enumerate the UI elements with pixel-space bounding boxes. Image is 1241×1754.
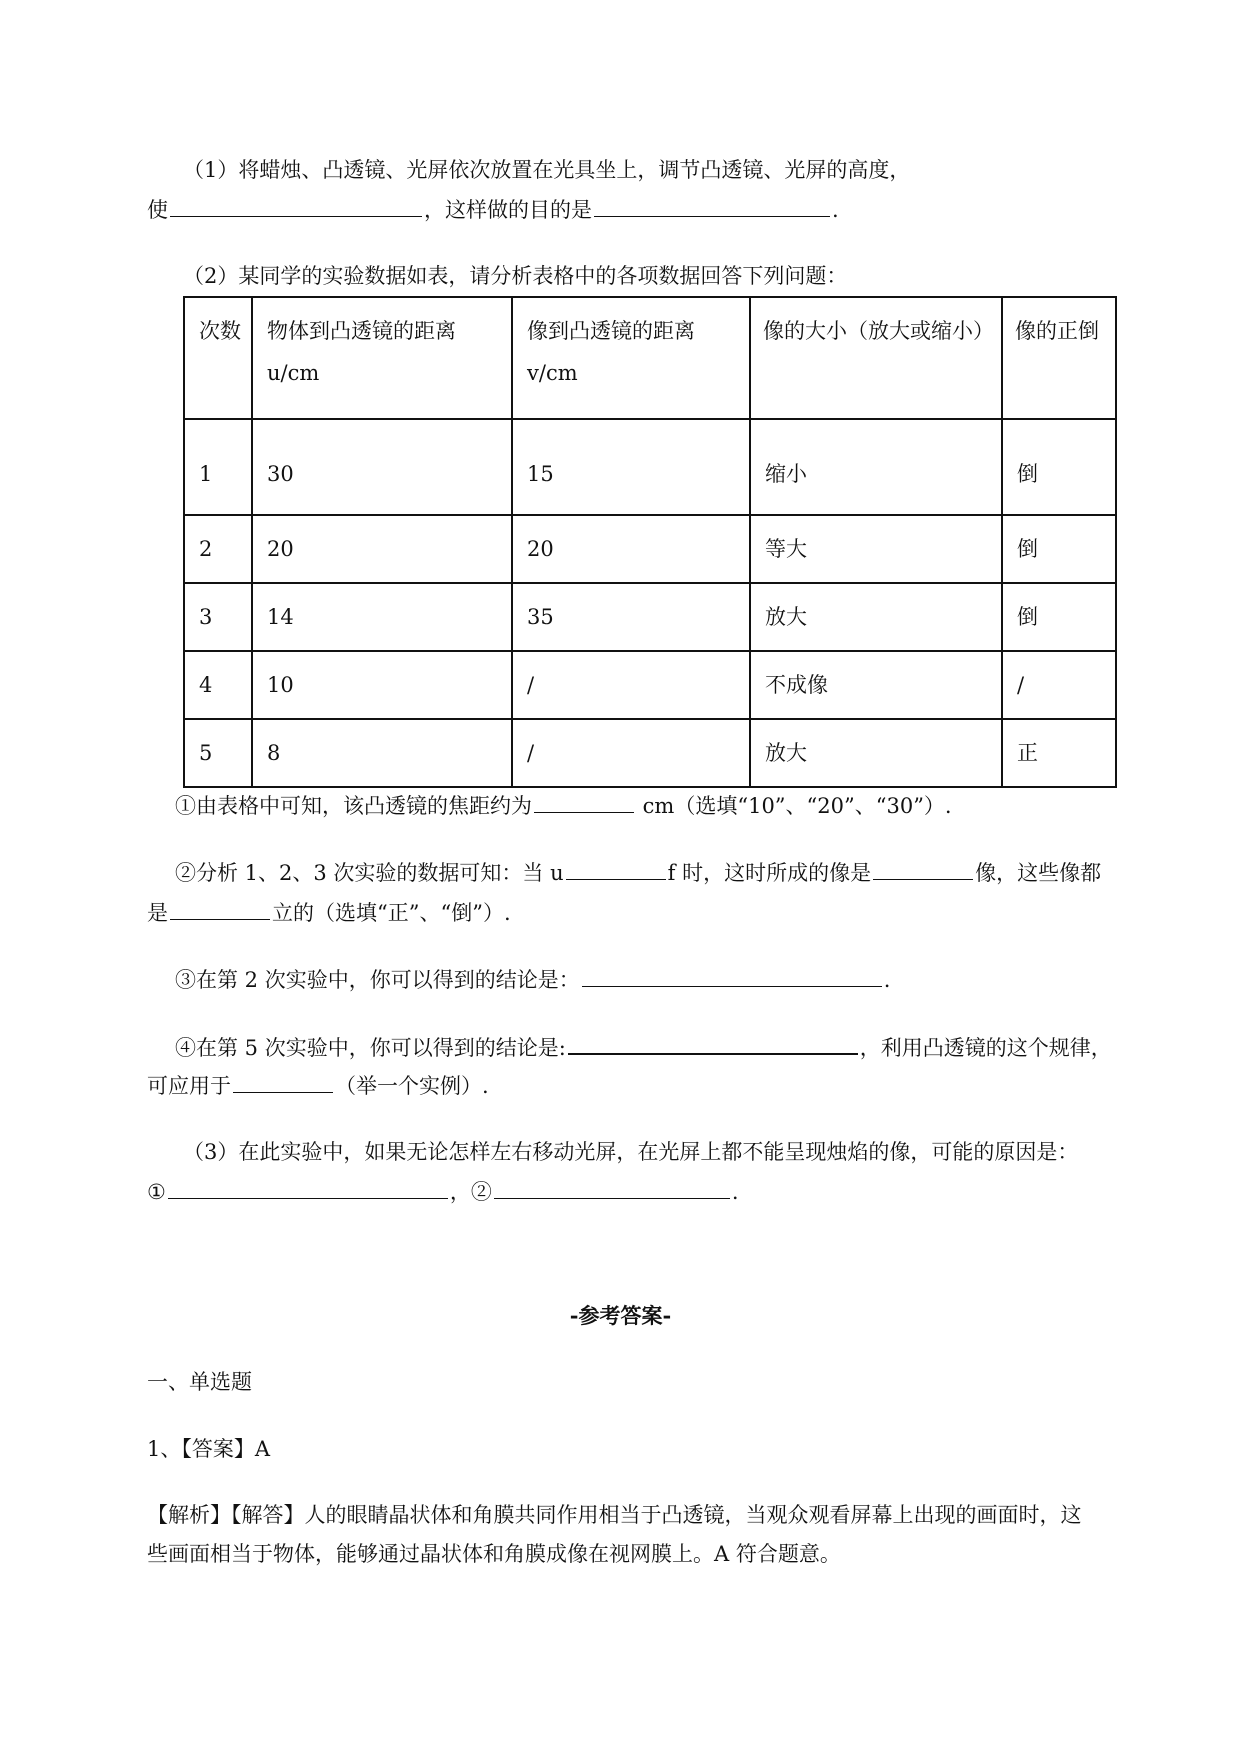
q3-blank-1[interactable] — [168, 1176, 448, 1199]
answer-explanation-line1: 【解析】【解答】人的眼睛晶状体和角膜共同作用相当于凸透镜，当观众观看屏幕上出现的画面时，这 — [147, 1503, 1082, 1527]
table-row: 5 8 / 放大 正 — [184, 719, 1116, 787]
q2-sub1: ①由表格中可知，该凸透镜的焦距约为 cm（选填“10”、“20”、“30”）. — [175, 790, 952, 821]
q2-sub4-blank-2[interactable] — [233, 1070, 333, 1093]
header-cell: 像的大小（放大或缩小） — [750, 297, 1002, 419]
answers-section-heading: 一、单选题 — [147, 1370, 252, 1394]
q3-line1: （3）在此实验中，如果无论怎样左右移动光屏，在光屏上都不能呈现烛焰的像，可能的原因是： — [183, 1140, 1079, 1164]
table-row: 1 30 15 缩小 倒 — [184, 419, 1116, 515]
q2-sub4-line2: 可应用于 （举一个实例）. — [147, 1070, 489, 1101]
table-row: 4 10 / 不成像 / — [184, 651, 1116, 719]
q2-sub4-line1: ④在第 5 次实验中，你可以得到的结论是: ，利用凸透镜的这个规律， — [175, 1031, 1112, 1063]
q2-sub1-blank[interactable] — [534, 790, 634, 813]
q1-line1: （1）将蜡烛、凸透镜、光屏依次放置在光具坐上，调节凸透镜、光屏的高度， — [183, 158, 911, 182]
q2-sub3: ③在第 2 次实验中，你可以得到的结论是： . — [175, 964, 890, 995]
q3-line2: ① ，② . — [147, 1176, 739, 1207]
header-cell: 次数 — [184, 297, 252, 419]
header-cell: 物体到凸透镜的距离 u/cm — [252, 297, 512, 419]
table-row: 3 14 35 放大 倒 — [184, 583, 1116, 651]
q2-sub2-blank-3[interactable] — [170, 897, 270, 920]
answer-item-1: 1、【答案】A — [147, 1437, 271, 1461]
q1-blank-2[interactable] — [594, 194, 830, 217]
table-row: 2 20 20 等大 倒 — [184, 515, 1116, 583]
q1-line2: 使 ，这样做的目的是 . — [147, 194, 839, 225]
q2-sub2-line2: 是 立的（选填“正”、“倒”）. — [147, 897, 511, 928]
answers-title: -参考答案- — [569, 1303, 672, 1328]
q1-blank-1[interactable] — [170, 194, 422, 217]
q2-sub3-blank[interactable] — [582, 964, 882, 987]
table-header-row — [184, 297, 1116, 419]
experiment-table — [183, 296, 1117, 788]
answer-explanation-line2: 些画面相当于物体，能够通过晶状体和角膜成像在视网膜上。A 符合题意。 — [147, 1542, 841, 1566]
header-cell: 像到凸透镜的距离 v/cm — [512, 297, 750, 419]
q2-intro: （2）某同学的实验数据如表，请分析表格中的各项数据回答下列问题： — [183, 264, 848, 288]
q3-blank-2[interactable] — [494, 1176, 730, 1199]
header-cell: 像的正倒 — [1002, 297, 1116, 419]
q2-sub2-line1: ②分析 1、2、3 次实验的数据可知：当 u f 时，这时所成的像是 像，这些像都 — [175, 857, 1101, 888]
q2-sub2-blank-2[interactable] — [873, 857, 973, 880]
q2-sub4-blank-1[interactable] — [568, 1031, 858, 1055]
q2-sub2-blank-1[interactable] — [566, 857, 666, 880]
